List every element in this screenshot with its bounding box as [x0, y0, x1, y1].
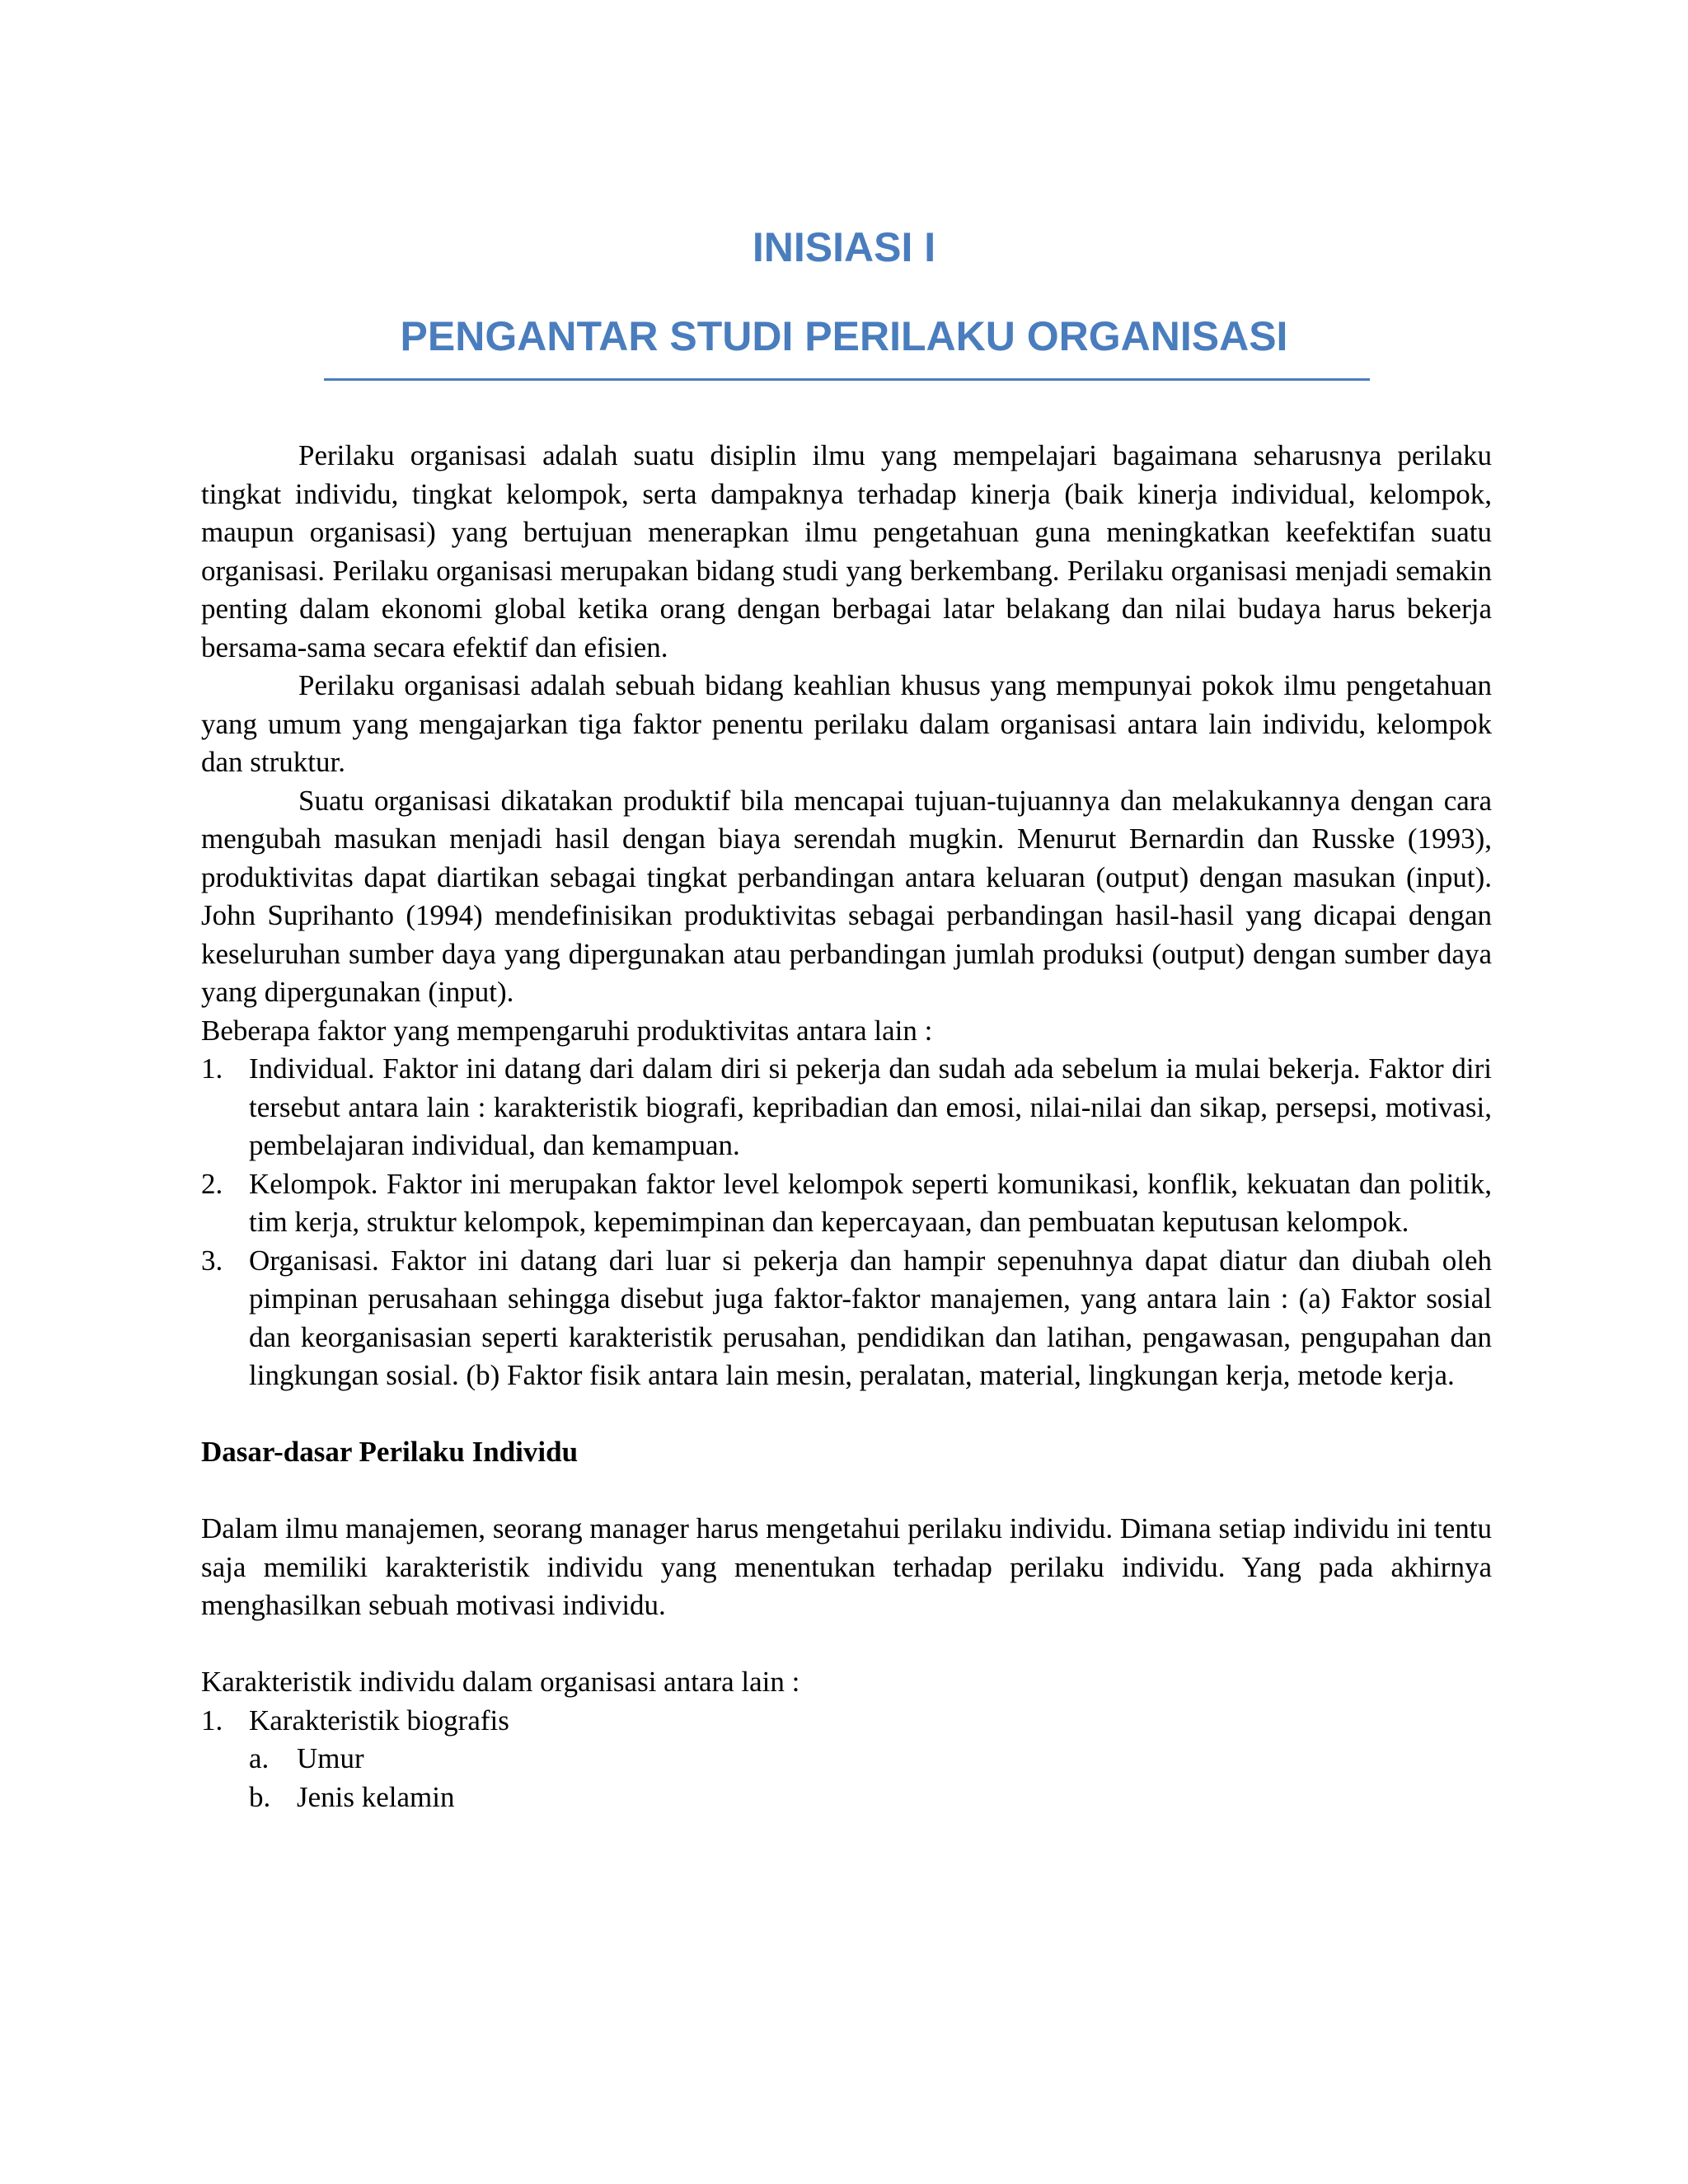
- list-item-number: 1.: [201, 1052, 223, 1085]
- list-item: [201, 1165, 1492, 1242]
- sub-list-item-letter: b.: [249, 1780, 271, 1813]
- sub-list-item-text: Jenis kelamin: [297, 1780, 455, 1813]
- document-body: [201, 437, 1492, 1816]
- sub-list-item-letter: a.: [249, 1742, 270, 1774]
- factors-intro: Beberapa faktor yang mempengaruhi produktivitas antara lain :: [201, 1014, 933, 1047]
- spacer: [201, 1395, 1492, 1434]
- list-item: [201, 1702, 1492, 1741]
- section-heading: Dasar-dasar Perilaku Individu: [201, 1436, 579, 1468]
- spacer: [201, 1472, 1492, 1511]
- section-paragraph: Dalam ilmu manajemen, seorang manager harus mengetahui perilaku individu. Dimana setiap individu ini tentu saja memiliki karakteristik individu yang menentukan terhadap perilaku individu. Yang pada akhirnya menghasilkan sebuah motivasi individu.: [201, 1512, 1492, 1621]
- list-item: [201, 1050, 1492, 1165]
- title-underline: [324, 378, 1370, 381]
- intro-paragraph-2: Perilaku organisasi adalah sebuah bidang keahlian khusus yang mempunyai pokok ilmu pengetahuan yang umum yang mengajarkan tiga faktor penentu perilaku dalam organisasi antara lain individu, kelompok dan struktur.: [201, 669, 1492, 778]
- list-item-number: 3.: [201, 1244, 223, 1277]
- list-item: [201, 1242, 1492, 1395]
- document-subtitle: PENGANTAR STUDI PERILAKU ORGANISASI: [400, 313, 1288, 359]
- intro-paragraph-3: Suatu organisasi dikatakan produktif bila mencapai tujuan-tujuannya dan melakukannya dengan cara mengubah masukan menjadi hasil dengan biaya serendah mugkin. Menurut Bernardin dan Russke (1993), produktivitas dapat diartikan sebagai tingkat perbandingan antara keluaran (output) dengan masukan (input). John Suprihanto (1994) mendefinisikan produktivitas sebagai perbandingan hasil-hasil yang dicapai dengan keseluruhan sumber daya yang dipergunakan atau perbandingan jumlah produksi (output) dengan sumber daya yang dipergunakan (input).: [201, 784, 1492, 1008]
- sub-list-item-text: Umur: [297, 1742, 364, 1774]
- list-item-text: Individual. Faktor ini datang dari dalam diri si pekerja dan sudah ada sebelum ia mulai bekerja. Faktor diri tersebut antara lain : karakteristik biografi, kepribadian dan emosi, nilai-nilai dan sikap, persepsi, motivasi, pembelajaran individual, dan kemampuan.: [249, 1052, 1492, 1161]
- intro-paragraph-1: Perilaku organisasi adalah suatu disiplin ilmu yang mempelajari bagaimana seharusnya perilaku tingkat individu, tingkat kelompok, serta dampaknya terhadap kinerja (baik kinerja individual, kelompok, maupun organisasi) yang bertujuan menerapkan ilmu pengetahuan guna meningkatkan keefektifan suatu organisasi. Perilaku organisasi merupakan bidang studi yang berkembang. Perilaku organisasi menjadi semakin penting dalam ekonomi global ketika orang dengan berbagai latar belakang dan nilai budaya harus bekerja bersama-sama secara efektif dan efisien.: [201, 439, 1492, 663]
- list-item-text: Organisasi. Faktor ini datang dari luar si pekerja dan hampir sepenuhnya dapat diatur dan diubah oleh pimpinan perusahaan sehingga disebut juga faktor-faktor manajemen, yang antara lain : (a) Faktor sosial dan keorganisasian seperti karakteristik perusahan, pendidikan dan latihan, pengawasan, pengupahan dan lingkungan sosial. (b) Faktor fisik antara lain mesin, peralatan, material, lingkungan kerja, metode kerja.: [249, 1244, 1492, 1391]
- list-item-number: 2.: [201, 1167, 223, 1200]
- characteristics-intro: Karakteristik individu dalam organisasi antara lain :: [201, 1666, 800, 1698]
- factors-list: [201, 1050, 1492, 1395]
- characteristics-list: [201, 1702, 1492, 1817]
- sub-list-item: [201, 1740, 1492, 1779]
- list-item-text: Karakteristik biografis: [249, 1704, 509, 1736]
- list-item-text: Kelompok. Faktor ini merupakan faktor level kelompok seperti komunikasi, konflik, kekuatan dan politik, tim kerja, struktur kelompok, kepemimpinan dan kepercayaan, dan pembuatan keputusan kelompok.: [249, 1167, 1492, 1238]
- list-item-number: 1.: [201, 1704, 223, 1736]
- document-title: INISIASI I: [752, 224, 936, 270]
- spacer: [201, 1625, 1492, 1664]
- sub-list-item: [201, 1779, 1492, 1817]
